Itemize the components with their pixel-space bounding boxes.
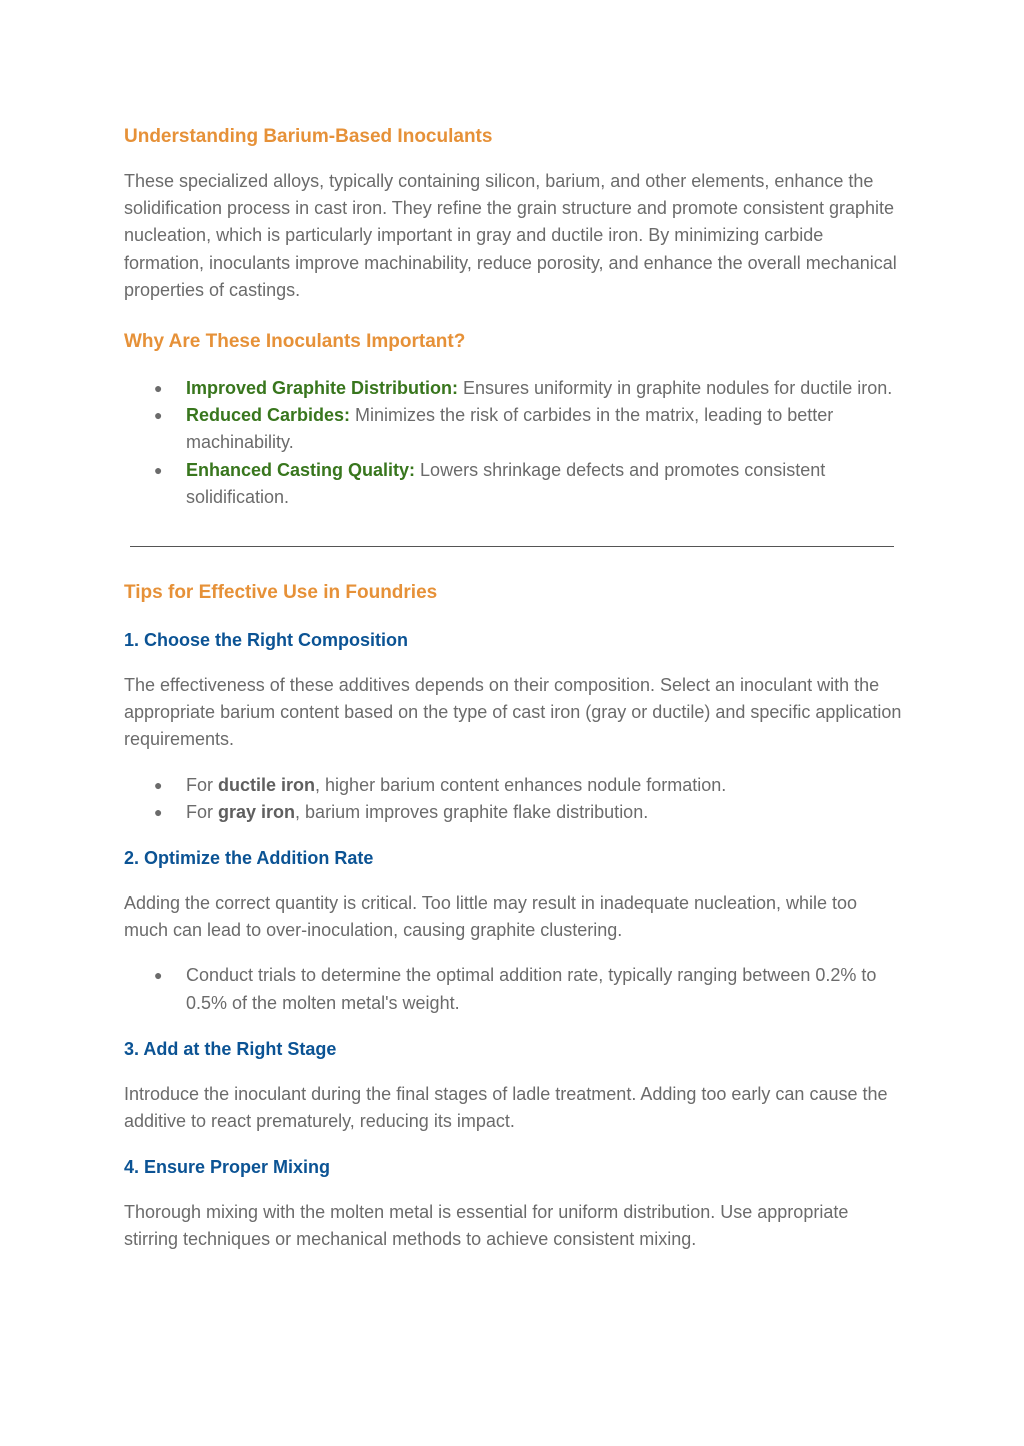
list-item-bold: ductile iron <box>218 774 316 795</box>
list-item <box>124 457 904 511</box>
list-item <box>124 962 904 1016</box>
paragraph-composition: The effectiveness of these additives depends on their composition. Select an inoculant with the appropriate barium content based on the type of cast iron (gray or ductile) and specific application requirements. <box>124 675 902 750</box>
list-item <box>124 772 904 799</box>
list-item-label: Enhanced Casting Quality: <box>186 459 416 480</box>
list-item-prefix: For <box>186 774 219 795</box>
paragraph-mixing: Thorough mixing with the molten metal is essential for uniform distribution. Use appropriate stirring techniques or mechanical methods to achieve consistent mixing. <box>124 1202 849 1250</box>
bullet-icon: ● <box>154 776 163 793</box>
list-item-text: Conduct trials to determine the optimal addition rate, typically ranging between 0.2% to 0.5% of the molten metal's weight. <box>186 965 877 1013</box>
bullet-icon: ● <box>154 967 163 984</box>
list-item-text: Ensures uniformity in graphite nodules for ductile iron. <box>458 378 893 399</box>
paragraph-understanding: These specialized alloys, typically containing silicon, barium, and other elements, enhance the solidification process in cast iron. They refine the grain structure and promote consistent graphite nucleation, which is particularly important in gray and ductile iron. By minimizing carbide formation, inoculants improve machinability, reduce porosity, and enhance the overall mechanical properties of castings. <box>124 171 897 300</box>
section-heading-tips: Tips for Effective Use in Foundries <box>124 582 438 604</box>
tip-heading-addition-rate: 2. Optimize the Addition Rate <box>124 848 374 869</box>
paragraph-stage: Introduce the inoculant during the final stages of ladle treatment. Adding too early can cause the additive to react prematurely, reducing its impact. <box>124 1083 888 1132</box>
tip-heading-mixing: 4. Ensure Proper Mixing <box>124 1157 331 1178</box>
list-item-label: Reduced Carbides: <box>186 405 351 426</box>
bullet-icon: ● <box>154 380 163 397</box>
importance-list <box>124 375 904 511</box>
document-content <box>124 124 904 1254</box>
list-item-text: , higher barium content enhances nodule formation. <box>315 774 727 795</box>
bullet-icon: ● <box>154 803 163 820</box>
list-item-text: , barium improves graphite flake distribution. <box>295 801 649 822</box>
horizontal-divider <box>130 546 894 547</box>
paragraph-addition-rate: Adding the correct quantity is critical. Too little may result in inadequate nucleation, while too much can lead to over-inoculation, causing graphite clustering. <box>124 893 858 941</box>
tip-heading-composition: 1. Choose the Right Composition <box>124 630 408 651</box>
list-item-text: Lowers shrinkage defects and promotes consistent solidification. <box>186 459 826 507</box>
list-item-text: Minimizes the risk of carbides in the matrix, leading to better machinability. <box>186 405 834 453</box>
addition-rate-list <box>124 962 904 1016</box>
list-item-prefix: For <box>186 801 219 822</box>
list-item-bold: gray iron <box>218 801 296 822</box>
list-item <box>124 402 904 456</box>
section-heading-understanding: Understanding Barium-Based Inoculants <box>124 126 493 147</box>
list-item <box>124 375 904 402</box>
bullet-icon: ● <box>154 407 163 424</box>
bullet-icon: ● <box>154 461 163 478</box>
list-item-label: Improved Graphite Distribution: <box>186 378 459 399</box>
composition-list <box>124 772 904 826</box>
tip-heading-stage: 3. Add at the Right Stage <box>124 1038 337 1059</box>
section-heading-importance: Why Are These Inoculants Important? <box>124 331 466 353</box>
list-item <box>124 799 904 826</box>
